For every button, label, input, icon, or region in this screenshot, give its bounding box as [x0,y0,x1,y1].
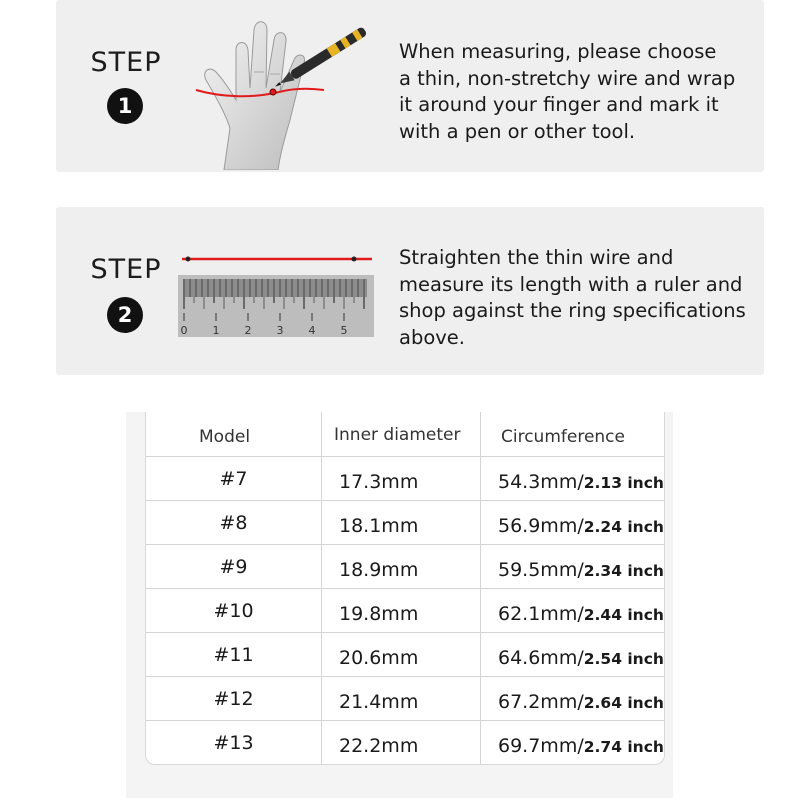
ruler-label: 3 [276,324,284,337]
table-row [146,588,664,632]
header-inner-diameter: Inner diameter [334,425,461,445]
ruler-label: 1 [212,324,220,337]
table-row [146,544,664,588]
table-row [146,720,664,764]
cell-circumference [498,647,664,669]
cell-model: #12 [213,688,254,710]
step-2-panel [56,207,764,375]
table-row [146,456,664,500]
step-1-line-2: a thin, non-stretchy wire and wrap [399,66,736,90]
circumference-inch: 2.24 inch [583,518,664,536]
circumference-inch: 2.64 inch [583,694,664,712]
ruler-label: 4 [308,324,316,337]
circumference-inch: 2.34 inch [583,562,664,580]
table-row [146,500,664,544]
ruler-label: 2 [244,324,252,337]
step-2-number-badge: 2 [107,297,143,333]
circumference-inch: 2.44 inch [583,606,664,624]
step-1-number-badge: 1 [107,88,143,124]
step-1-panel [56,0,764,172]
step-1-line-4: with a pen or other tool. [399,119,636,143]
step-1-line-3: it around your finger and mark it [399,93,719,116]
ruler-illustration [176,251,376,341]
cell-inner-diameter: 21.4mm [339,691,419,713]
circumference-inch: 2.74 inch [583,738,664,756]
step-2-label: STEP [90,254,162,285]
size-table [145,412,665,765]
cell-circumference [498,691,664,713]
step-1-label: STEP [90,47,162,78]
circumference-mm: 67.2mm/ [498,691,584,713]
step-1-description [399,39,754,145]
step-2-line-3: shop against the ring specifications [399,299,746,322]
cell-model: #13 [213,732,254,754]
circumference-mm: 62.1mm/ [498,603,584,625]
ruler-label: 0 [180,324,188,337]
cell-circumference [498,515,664,537]
cell-inner-diameter: 18.1mm [339,515,419,537]
circumference-inch: 2.13 inch [583,474,664,492]
circumference-mm: 54.3mm/ [498,471,584,493]
cell-model: #10 [213,600,254,622]
cell-model: #9 [219,556,248,578]
circumference-mm: 59.5mm/ [498,559,584,581]
circumference-mm: 69.7mm/ [498,735,584,757]
step-2-line-4: above. [399,325,465,349]
hand-measuring-illustration [184,10,394,170]
cell-circumference [498,471,664,493]
step-1-line-1: When measuring, please choose [399,40,717,63]
table-row [146,632,664,676]
cell-model: #7 [219,468,248,490]
circumference-mm: 64.6mm/ [498,647,584,669]
cell-model: #11 [213,644,254,666]
cell-circumference [498,735,664,757]
circumference-mm: 56.9mm/ [498,515,584,537]
step-2-line-1: Straighten the thin wire and [399,246,674,269]
table-row [146,676,664,720]
step-2-description [399,245,754,351]
header-model: Model [199,427,251,447]
cell-inner-diameter: 20.6mm [339,647,419,669]
cell-inner-diameter: 17.3mm [339,471,419,493]
cell-circumference [498,603,664,625]
cell-model: #8 [219,512,248,534]
cell-inner-diameter: 19.8mm [339,603,419,625]
cell-inner-diameter: 22.2mm [339,735,419,757]
ruler-label: 5 [340,324,348,337]
cell-circumference [498,559,664,581]
step-2-line-2: measure its length with a ruler and [399,272,743,296]
circumference-inch: 2.54 inch [583,650,664,668]
header-circumference: Circumference [501,427,625,447]
cell-inner-diameter: 18.9mm [339,559,419,581]
